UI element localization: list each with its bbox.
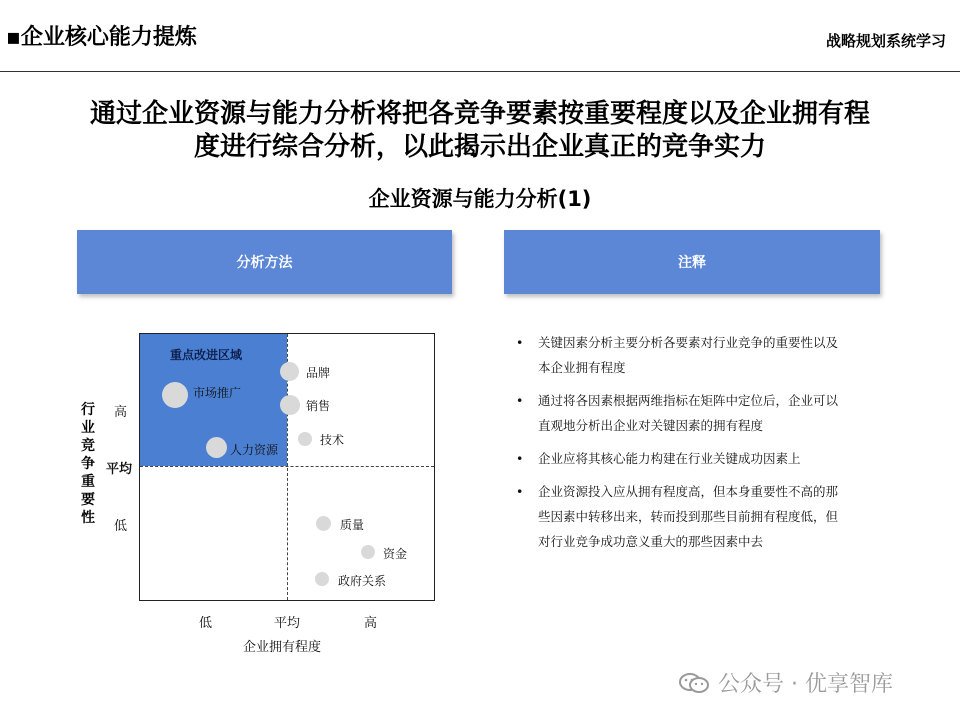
note-item <box>516 330 876 380</box>
page-title: ▪企业核心能力提炼 <box>6 25 197 50</box>
note-line: 对行业竞争成功意义重大的那些因素中去 <box>538 534 764 549</box>
capital-dot <box>361 545 375 559</box>
note-item <box>516 388 876 438</box>
watermark-text: 公众号 · 优享智库 <box>718 672 893 697</box>
technology-label: 技术 <box>320 433 345 447</box>
y-axis-char: 重 <box>81 474 95 490</box>
y-axis-char: 争 <box>81 456 95 472</box>
y-axis-char: 要 <box>81 492 95 508</box>
note-line: 直观地分析出企业对关键因素的拥有程度 <box>538 418 764 433</box>
marketing-dot <box>162 382 188 408</box>
quality-label: 质量 <box>340 518 365 532</box>
bullet: • <box>516 393 524 408</box>
brand-label: 品牌 <box>306 366 331 380</box>
y-tick-high: 高 <box>114 405 128 420</box>
headline-line-1: 通过企业资源与能力分析将把各竞争要素按重要程度以及企业拥有程 <box>89 99 870 129</box>
note-line: 些因素中转移出来，转而投到那些目前拥有程度低，但 <box>538 509 839 524</box>
note-line: 本企业拥有程度 <box>538 360 626 375</box>
government-relations-dot <box>315 572 329 586</box>
notes-header-bar <box>504 230 880 294</box>
x-tick-mid: 平均 <box>274 616 301 631</box>
quality-dot <box>316 516 331 531</box>
sales-dot <box>280 395 300 415</box>
sales-label: 销售 <box>306 399 331 413</box>
note-line: 企业资源投入应从拥有程度高，但本身重要性不高的那 <box>538 484 839 499</box>
notes-header-label: 注释 <box>678 255 706 271</box>
method-header-bar <box>77 230 452 294</box>
capital-label: 资金 <box>383 547 408 561</box>
watermark <box>678 667 893 698</box>
y-tick-low: 低 <box>114 519 128 534</box>
x-tick-low: 低 <box>199 616 213 631</box>
matrix-horizontal-divider <box>140 466 434 467</box>
note-line: 关键因素分析主要分析各要素对行业竞争的重要性以及 <box>538 335 839 350</box>
government-relations-label: 政府关系 <box>338 574 387 588</box>
headline <box>40 98 920 164</box>
hr-dot <box>206 437 227 458</box>
marketing-label: 市场推广 <box>193 386 242 400</box>
header-subtitle: 战略规划系统学习 <box>825 32 946 50</box>
method-header-label: 分析方法 <box>236 255 293 271</box>
bullet: • <box>516 484 524 499</box>
y-axis-char: 业 <box>81 420 95 436</box>
hr-label: 人力资源 <box>230 443 279 457</box>
y-axis-char: 性 <box>81 510 95 526</box>
bullet: • <box>516 451 524 466</box>
notes-list <box>516 330 876 562</box>
x-axis-label: 企业拥有程度 <box>243 640 322 655</box>
bullet: • <box>516 335 524 350</box>
y-axis-char: 行 <box>81 402 95 418</box>
note-item <box>516 446 876 471</box>
section-subtitle: 企业资源与能力分析(1) <box>368 187 592 211</box>
y-axis-label <box>80 401 96 527</box>
x-tick-high: 高 <box>364 616 378 631</box>
brand-dot <box>280 362 299 381</box>
focus-zone-label: 重点改进区域 <box>170 348 243 362</box>
note-item <box>516 479 876 554</box>
wechat-icon <box>678 672 710 694</box>
technology-dot <box>298 432 312 446</box>
header-divider <box>0 71 960 72</box>
headline-line-2: 度进行综合分析，以此揭示出企业真正的竞争实力 <box>193 132 766 162</box>
y-tick-mid: 平均 <box>106 462 133 477</box>
note-line: 通过将各因素根据两维指标在矩阵中定位后，企业可以 <box>538 393 839 408</box>
note-line: 企业应将其核心能力构建在行业关键成功因素上 <box>538 451 801 466</box>
y-axis-char: 竞 <box>81 438 95 454</box>
